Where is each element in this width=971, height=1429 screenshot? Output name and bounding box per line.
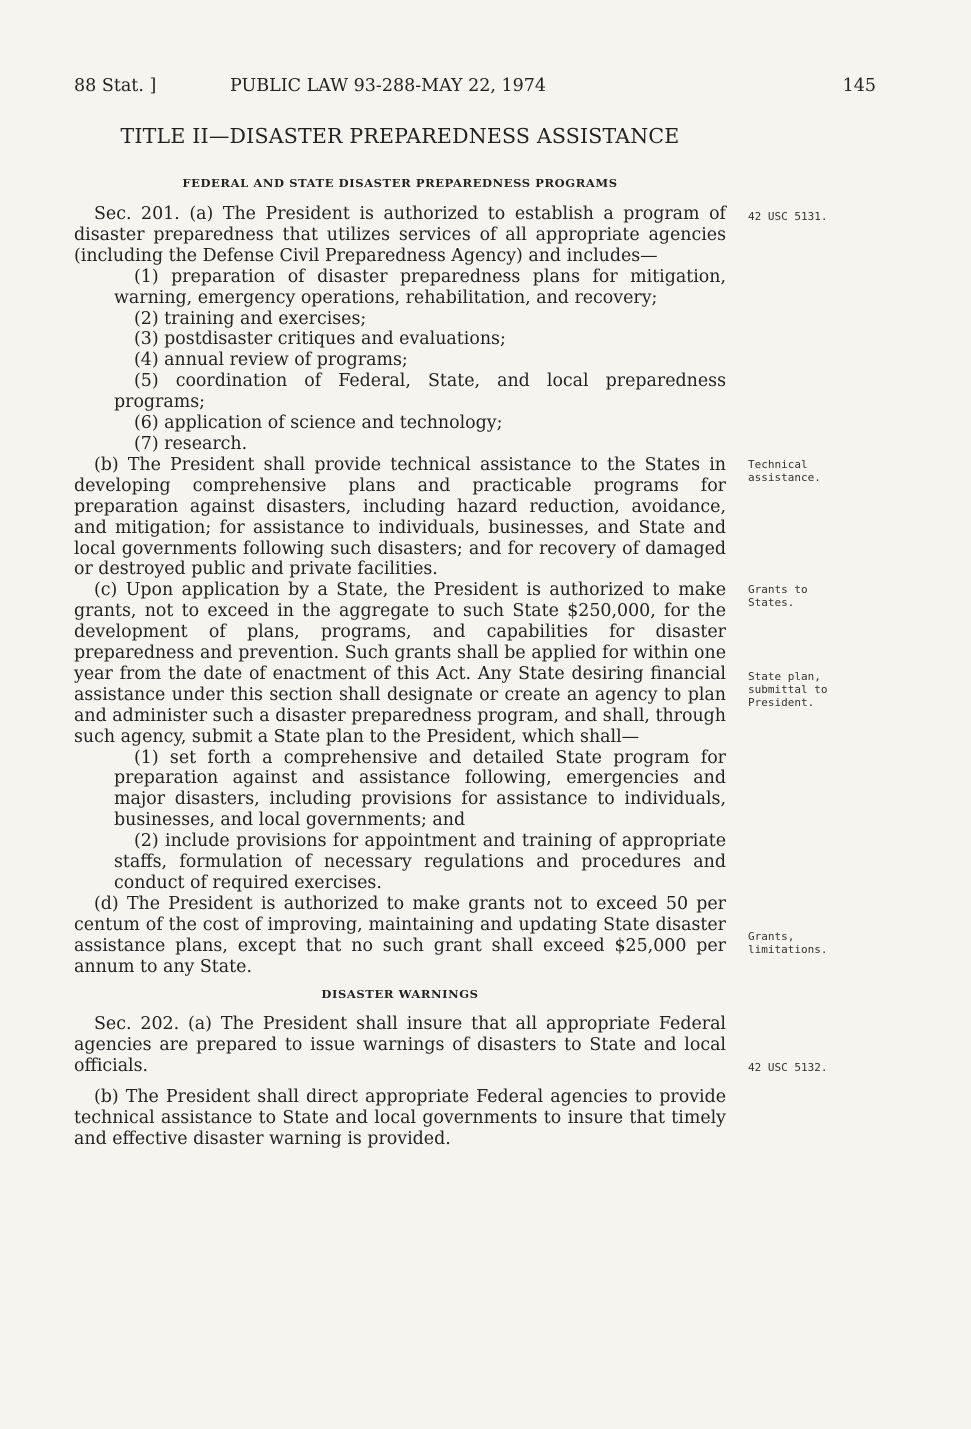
section-subheading-warnings: DISASTER WARNINGS [321, 986, 479, 1001]
sec201-c-item-2: (2) include provisions for appointment and training of appropriate staffs, formulation of necessary regulations and procedures and conduct of required exercises. [114, 831, 726, 893]
margin-note-state-plan: State plan, submittal to President. [748, 670, 828, 709]
sec201-d: (d) The President is authorized to make grants not to exceed 50 per centum of the cost of improving, maintaining and updating State disaster assistance plans, except that no such grant shall exceed $25,000 per annum to any State. [74, 893, 726, 977]
title-heading: TITLE II—DISASTER PREPAREDNESS ASSISTANCE [120, 124, 680, 148]
statute-reference: 88 Stat. ] [74, 76, 157, 96]
margin-note-usc-5131: 42 USC 5131. [748, 210, 828, 223]
page-header [74, 76, 876, 100]
margin-note-technical-assistance: Technical assistance. [748, 458, 821, 484]
sec201-c: (c) Upon application by a State, the President is authorized to make grants, not to exceed in the aggregate to such State $250,000, for the development of plans, programs, and capabilities for disaster preparedness and prevention. Such grants shall be applied for within one year from the date of enactment of this Act. Any State desiring financial assistance under this section shall designate or create an agency to plan and administer such a disaster preparedness program, and shall, through such agency, submit a State plan to the President, which shall— [74, 580, 726, 747]
sec202-a: Sec. 202. (a) The President shall insure that all appropriate Federal agencies are prepared to issue warnings of disasters to State and local officials. [74, 1014, 726, 1077]
page-number: 145 [842, 76, 876, 96]
sec201-a-item-2: (2) training and exercises; [134, 308, 367, 329]
public-law-title: PUBLIC LAW 93-288-MAY 22, 1974 [230, 76, 547, 96]
sec201-b: (b) The President shall provide technical assistance to the States in developing comprehensive plans and practicable programs for preparation against disasters, including hazard reduction, avoidance, and mitigation; for assistance to individuals, businesses, and State and local governments following such disasters; and for recovery of damaged or destroyed public and private facilities. [74, 454, 726, 580]
sec201-a-item-1: (1) preparation of disaster preparedness plans for mitigation, warning, emergency operations, rehabilitation, and recovery; [114, 266, 726, 308]
margin-note-grants-to-states: Grants to States. [748, 583, 808, 609]
margin-note-usc-5132: 42 USC 5132. [748, 1061, 828, 1074]
sec201-a-item-7: (7) research. [134, 433, 248, 454]
sec201-c-item-1: (1) set forth a comprehensive and detailed State program for preparation against and assistance following, emergencies and major disasters, including provisions for assistance to individuals, businesses, and local governments; and [114, 747, 726, 831]
sec201-a-item-3: (3) postdisaster critiques and evaluations; [134, 329, 506, 350]
sec201-a-intro: Sec. 201. (a) The President is authorized to establish a program of disaster preparedness that utilizes services of all appropriate agencies (including the Defense Civil Preparedness Agency) and includes— [74, 204, 726, 266]
sec201-a-item-6: (6) application of science and technology; [134, 413, 503, 434]
margin-note-grants-limitations: Grants, limitations. [748, 930, 828, 956]
sec202-b: (b) The President shall direct appropriate Federal agencies to provide technical assistance to State and local governments to insure that timely and effective disaster warning is provided. [74, 1087, 726, 1149]
section-subheading-programs: FEDERAL AND STATE DISASTER PREPAREDNESS PROGRAMS [182, 176, 618, 190]
sec201-a-item-4: (4) annual review of programs; [134, 350, 408, 371]
sec201-a-item-5: (5) coordination of Federal, State, and local preparedness programs; [114, 371, 726, 413]
statute-body [74, 204, 726, 1150]
